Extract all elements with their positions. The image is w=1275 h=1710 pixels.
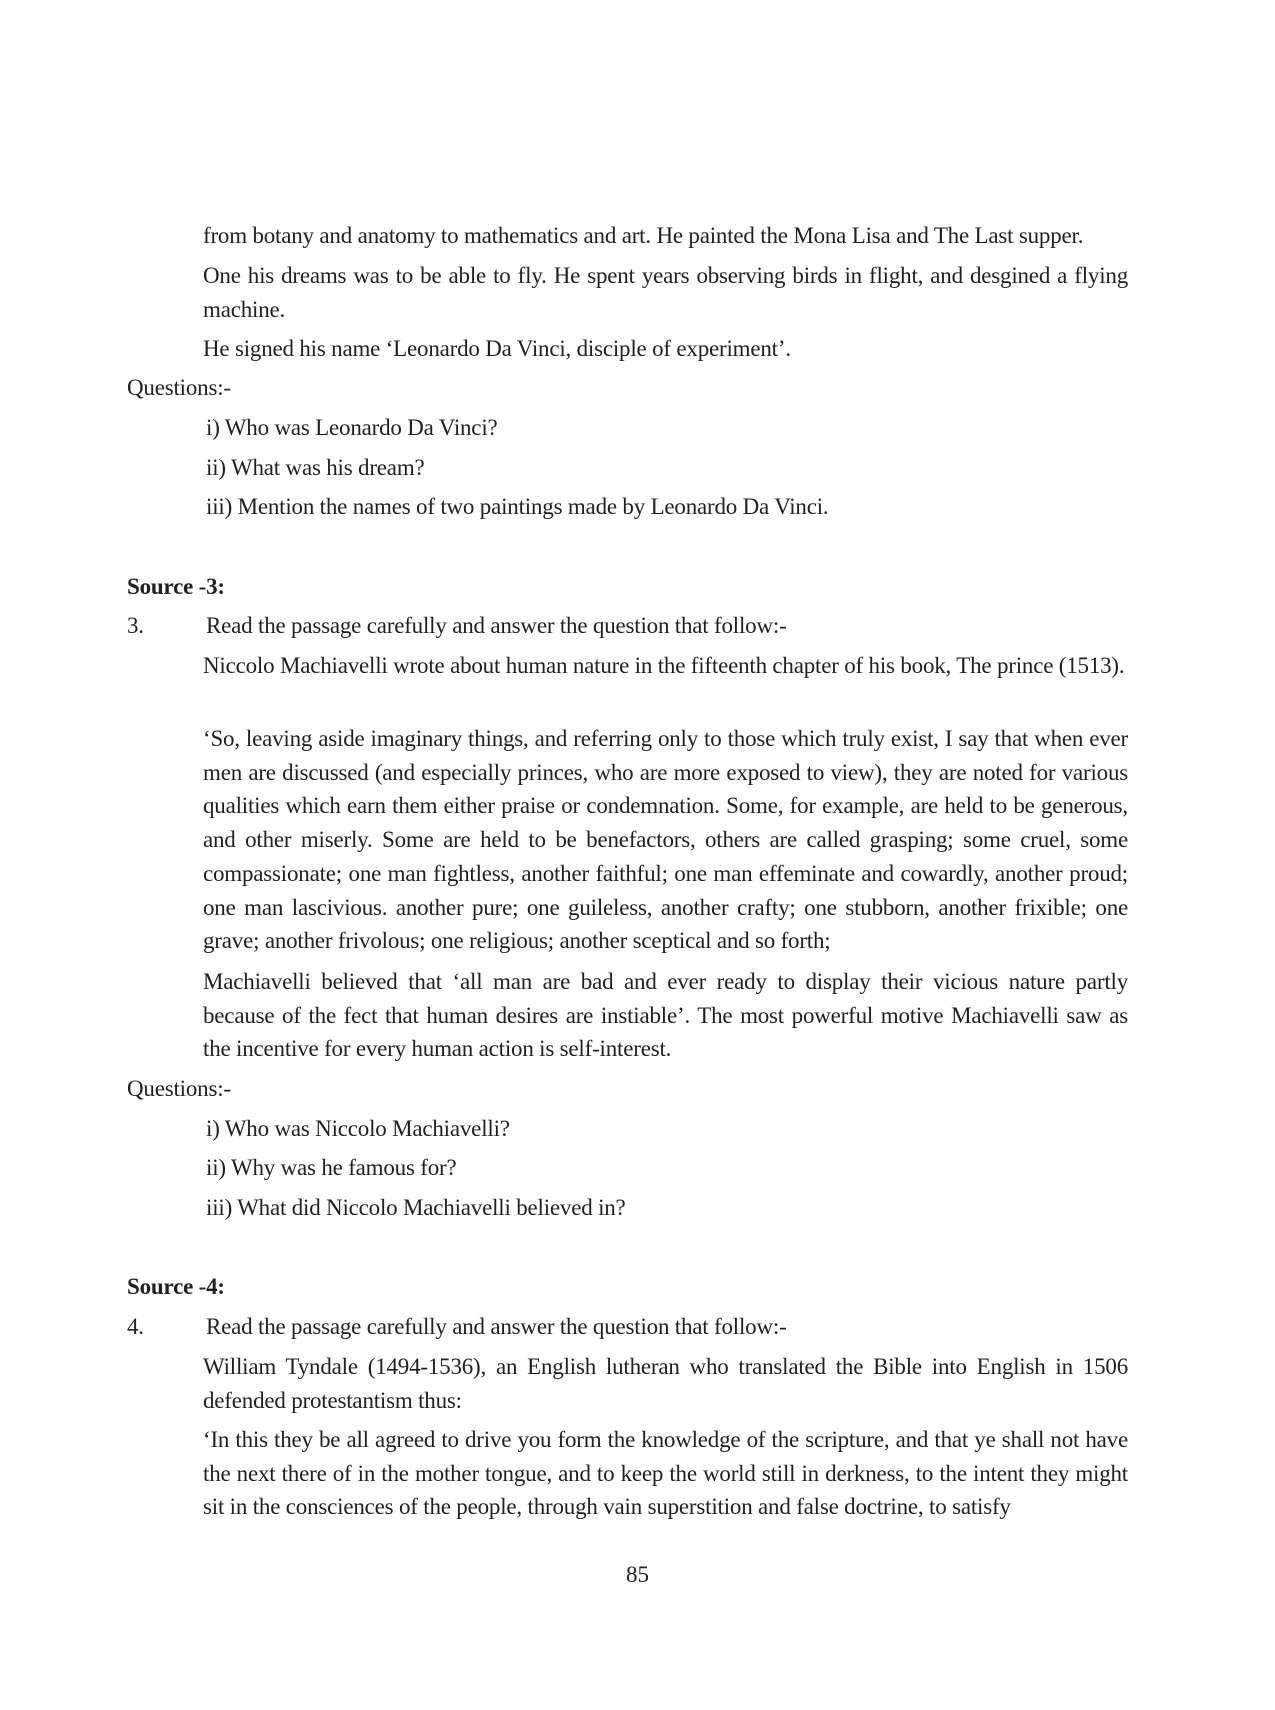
- paragraph: William Tyndale (1494-1536), an English lutheran who translated the Bible into English in 1506 defended protestantism thus:: [203, 1354, 1128, 1413]
- section-heading: Source -4:: [127, 1274, 225, 1299]
- question-item: ii) Why was he famous for?: [206, 1155, 457, 1180]
- quoted-passage: ‘In this they be all agreed to drive you form the knowledge of the scripture, and that ye shall not have the next there of in the mother tongue, and to keep the world still in derkness, to the intent they might sit in the consciences of the people, through vain superstition and false doctrine, to satisfy: [203, 1427, 1128, 1520]
- question-number: 4.: [127, 1314, 144, 1339]
- section-heading: Source -3:: [127, 574, 225, 599]
- page-number: 85: [626, 1562, 649, 1587]
- question-item: ii) What was his dream?: [206, 455, 425, 480]
- instruction-text: Read the passage carefully and answer the question that follow:-: [206, 613, 787, 638]
- paragraph: from botany and anatomy to mathematics and art. He painted the Mona Lisa and The Last supper.: [203, 223, 1084, 248]
- paragraph: Niccolo Machiavelli wrote about human nature in the fifteenth chapter of his book, The prince (1513).: [203, 653, 1125, 678]
- paragraph: One his dreams was to be able to fly. He spent years observing birds in flight, and desgined a flying machine.: [203, 263, 1128, 322]
- question-number: 3.: [127, 613, 144, 638]
- question-item: iii) What did Niccolo Machiavelli believed in?: [206, 1195, 626, 1220]
- questions-label: Questions:-: [127, 1076, 231, 1101]
- paragraph: He signed his name ‘Leonardo Da Vinci, disciple of experiment’.: [203, 336, 791, 361]
- question-item: iii) Mention the names of two paintings made by Leonardo Da Vinci.: [206, 494, 829, 519]
- question-item: i) Who was Leonardo Da Vinci?: [206, 415, 498, 440]
- question-item: i) Who was Niccolo Machiavelli?: [206, 1116, 510, 1141]
- paragraph: Machiavelli believed that ‘all man are bad and ever ready to display their vicious nature partly because of the fect that human desires are instiable’. The most powerful motive Machiavelli saw as the incentive for every human action is self-interest.: [203, 969, 1128, 1062]
- instruction-text: Read the passage carefully and answer the question that follow:-: [206, 1314, 787, 1339]
- questions-label: Questions:-: [127, 375, 231, 400]
- quoted-passage: ‘So, leaving aside imaginary things, and referring only to those which truly exist, I say that when ever men are discussed (and especially princes, who are more exposed to view), they are noted for various qualities which earn them either praise or condemnation. Some, for example, are held to be generous, and other miserly. Some are held to be benefactors, others are called grasping; some cruel, some compassionate; one man fightless, another faithful; one man effeminate and cowardly, another proud; one man lascivious. another pure; one guileless, another crafty; one stubborn, another frixible; one grave; another frivolous; one religious; another sceptical and so forth;: [203, 726, 1128, 954]
